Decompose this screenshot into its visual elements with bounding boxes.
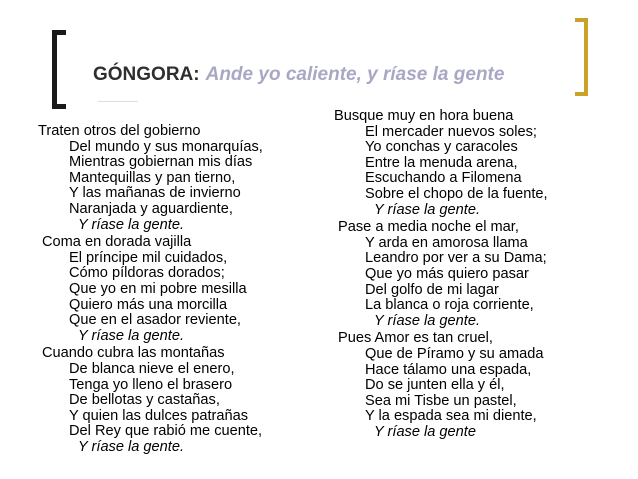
stanza: [334, 331, 548, 440]
poem-column-right: [334, 109, 548, 440]
verse-line: El príncipe mil cuidados,: [69, 249, 228, 266]
verse-line: Pues Amor es tan cruel,: [338, 330, 493, 347]
verse-line: Hace tálamo una espada,: [365, 361, 532, 378]
verse-line: Cómo píldoras dorados;: [69, 265, 225, 282]
stanza: [334, 109, 548, 218]
refrain-line: Y ríase la gente.: [78, 327, 185, 344]
verse-line: Do se junten ella y él,: [365, 377, 505, 394]
verse-line: Traten otros del gobierno: [38, 123, 201, 139]
verse-line: Que en el asador reviente,: [69, 312, 241, 329]
verse-line: Busque muy en hora buena: [334, 108, 514, 124]
verse-line: Y arda en amorosa llama: [365, 234, 528, 251]
refrain-line: Y ríase la gente: [374, 423, 476, 440]
verse-line: Cuando cubra las montañas: [42, 345, 225, 362]
refrain-line: Y ríase la gente.: [78, 438, 185, 455]
verse-line: Entre la menuda arena,: [365, 154, 518, 171]
poem-column-left: [38, 124, 263, 455]
title-poem-name: Ande yo caliente, y ríase la gente: [205, 64, 505, 85]
verse-line: Que de Píramo y su amada: [365, 345, 544, 362]
verse-line: Pase a media noche el mar,: [338, 219, 519, 236]
verse-line: Mantequillas y pan tierno,: [69, 169, 236, 186]
left-bracket-decoration: [52, 30, 66, 109]
slide-title: [93, 64, 504, 86]
verse-line: Tenga yo lleno el brasero: [69, 376, 233, 393]
verse-line: Que yo en mi pobre mesilla: [69, 280, 247, 297]
verse-line: Y quien las dulces patrañas: [69, 407, 249, 424]
stanza: [38, 124, 263, 233]
title-author: GÓNGORA: [93, 64, 194, 85]
verse-line: El mercader nuevos soles;: [365, 123, 537, 140]
verse-line: Leandro por ver a su Dama;: [365, 250, 547, 267]
refrain-line: Y ríase la gente.: [78, 216, 185, 233]
verse-line: La blanca o roja corriente,: [365, 297, 534, 314]
verse-line: Coma en dorada vajilla: [42, 234, 192, 251]
verse-line: Y la espada sea mi diente,: [365, 408, 537, 425]
verse-line: Yo conchas y caracoles: [365, 139, 518, 156]
verse-line: De blanca nieve el enero,: [69, 360, 235, 377]
refrain-line: Y ríase la gente.: [374, 312, 481, 329]
title-underline-decoration: [98, 101, 138, 102]
verse-line: Naranjada y aguardiente,: [69, 200, 233, 217]
verse-line: Quiero más una morcilla: [69, 296, 228, 313]
verse-line: Y las mañanas de invierno: [69, 185, 241, 202]
verse-line: Del golfo de mi lagar: [365, 281, 499, 298]
verse-line: Del mundo y sus monarquías,: [69, 138, 263, 155]
stanza: [38, 346, 263, 455]
verse-line: Sobre el chopo de la fuente,: [365, 185, 548, 202]
stanza: [334, 220, 548, 329]
verse-line: Sea mi Tisbe un pastel,: [365, 392, 517, 409]
refrain-line: Y ríase la gente.: [374, 201, 481, 218]
title-colon: :: [193, 64, 200, 85]
stanza: [38, 235, 263, 344]
verse-line: Que yo más quiero pasar: [365, 265, 529, 282]
verse-line: Escuchando a Filomena: [365, 170, 522, 187]
verse-line: Mientras gobiernan mis días: [69, 154, 253, 171]
verse-line: Del Rey que rabió me cuente,: [69, 423, 263, 440]
verse-line: De bellotas y castañas,: [69, 392, 220, 409]
right-bracket-decoration: [575, 18, 588, 96]
